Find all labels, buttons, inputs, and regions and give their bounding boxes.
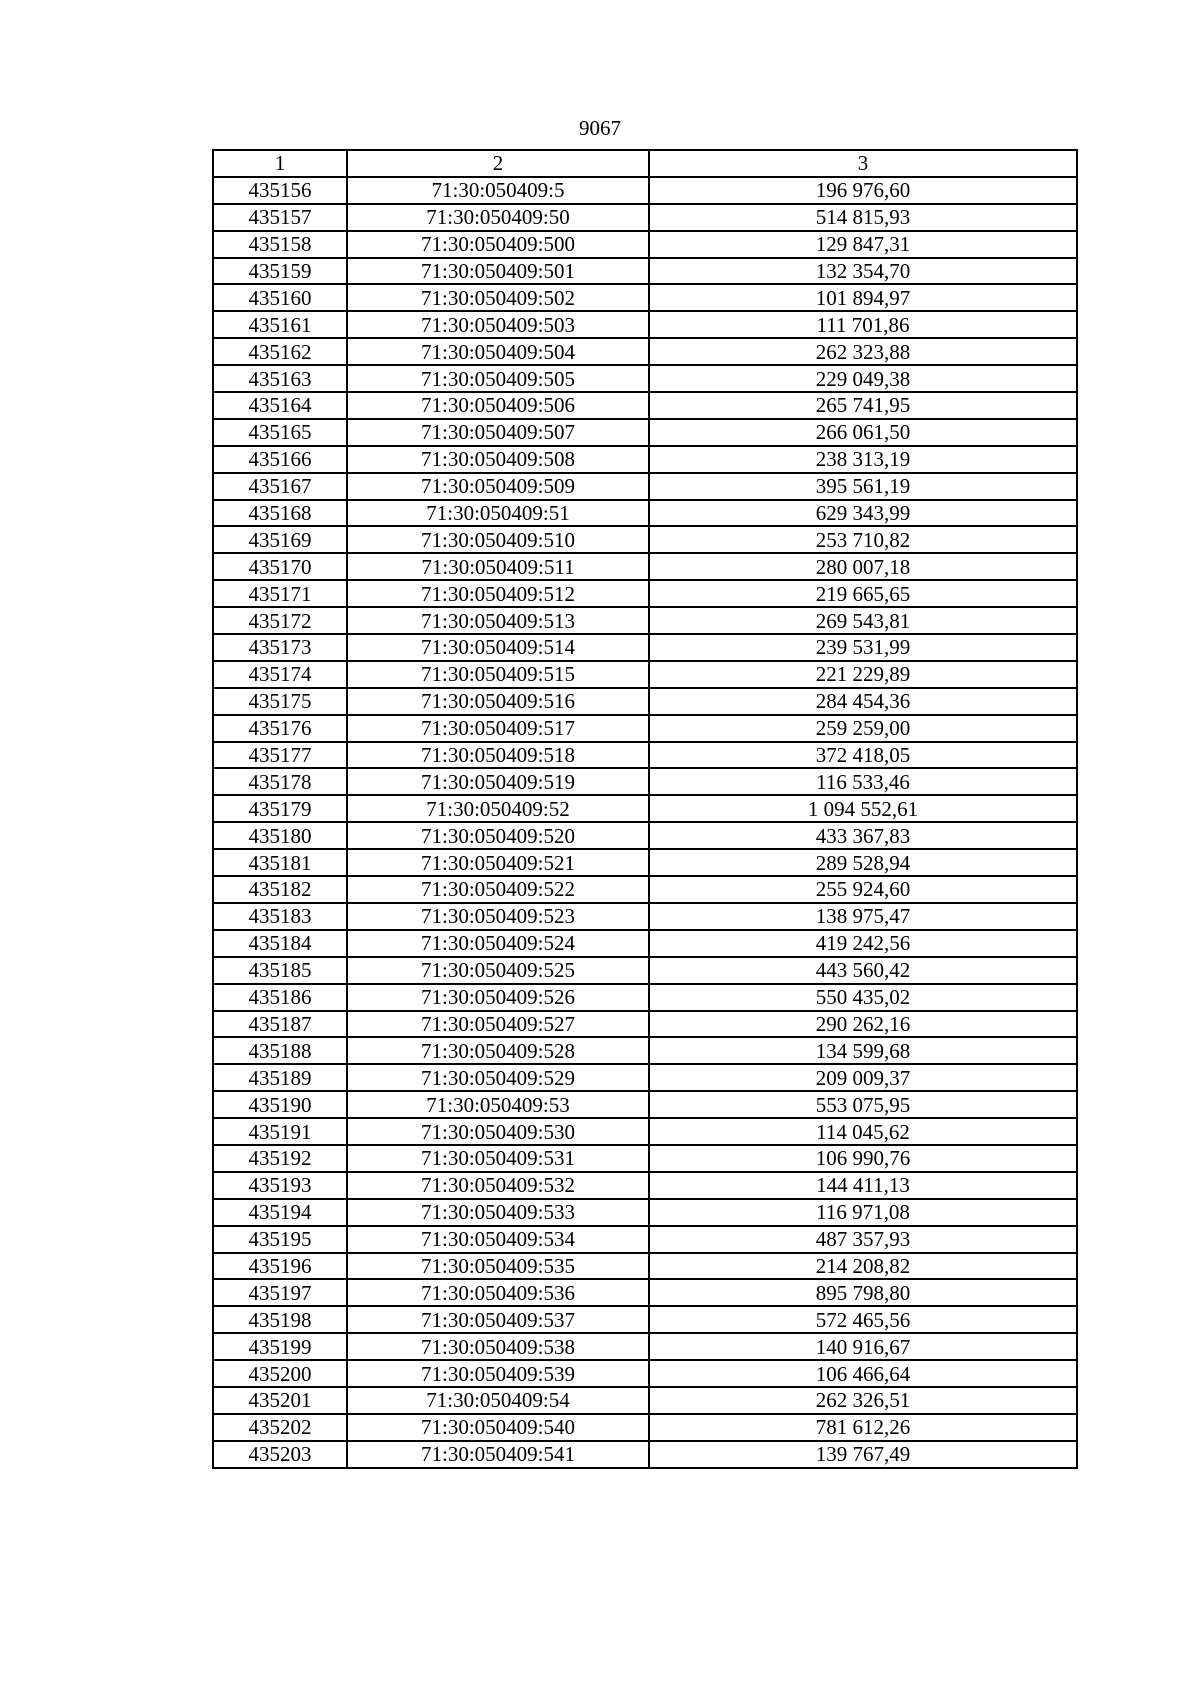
row-number-cell: 435170	[213, 553, 347, 580]
value-cell: 255 924,60	[649, 876, 1077, 903]
table-row	[213, 1279, 1077, 1306]
cadastral-number-cell: 71:30:050409:517	[347, 715, 649, 742]
column-header-1: 1	[213, 150, 347, 177]
table-row	[213, 1226, 1077, 1253]
cadastral-number-cell: 71:30:050409:537	[347, 1306, 649, 1333]
cadastral-number-cell: 71:30:050409:5	[347, 177, 649, 204]
value-cell: 144 411,13	[649, 1172, 1077, 1199]
cadastral-number-cell: 71:30:050409:524	[347, 930, 649, 957]
table-body	[213, 177, 1077, 1468]
cadastral-number-cell: 71:30:050409:513	[347, 607, 649, 634]
table-header-row	[213, 150, 1077, 177]
cadastral-number-cell: 71:30:050409:501	[347, 258, 649, 285]
row-number-cell: 435177	[213, 742, 347, 769]
table-row	[213, 1441, 1077, 1468]
cadastral-number-cell: 71:30:050409:532	[347, 1172, 649, 1199]
value-cell: 214 208,82	[649, 1253, 1077, 1280]
cadastral-number-cell: 71:30:050409:529	[347, 1064, 649, 1091]
cadastral-number-cell: 71:30:050409:53	[347, 1091, 649, 1118]
cadastral-number-cell: 71:30:050409:536	[347, 1279, 649, 1306]
row-number-cell: 435172	[213, 607, 347, 634]
row-number-cell: 435156	[213, 177, 347, 204]
table-row	[213, 553, 1077, 580]
value-cell: 290 262,16	[649, 1011, 1077, 1038]
row-number-cell: 435168	[213, 500, 347, 527]
row-number-cell: 435202	[213, 1414, 347, 1441]
row-number-cell: 435184	[213, 930, 347, 957]
row-number-cell: 435187	[213, 1011, 347, 1038]
row-number-cell: 435163	[213, 365, 347, 392]
value-cell: 289 528,94	[649, 849, 1077, 876]
value-cell: 134 599,68	[649, 1037, 1077, 1064]
cadastral-number-cell: 71:30:050409:500	[347, 231, 649, 258]
table-row	[213, 204, 1077, 231]
data-table	[212, 149, 1078, 1469]
cadastral-number-cell: 71:30:050409:508	[347, 446, 649, 473]
table-row	[213, 311, 1077, 338]
table-row	[213, 1360, 1077, 1387]
cadastral-number-cell: 71:30:050409:52	[347, 795, 649, 822]
table-row	[213, 500, 1077, 527]
row-number-cell: 435167	[213, 473, 347, 500]
value-cell: 266 061,50	[649, 419, 1077, 446]
value-cell: 284 454,36	[649, 688, 1077, 715]
cadastral-number-cell: 71:30:050409:521	[347, 849, 649, 876]
cadastral-number-cell: 71:30:050409:539	[347, 1360, 649, 1387]
cadastral-number-cell: 71:30:050409:533	[347, 1199, 649, 1226]
cadastral-number-cell: 71:30:050409:503	[347, 311, 649, 338]
cadastral-number-cell: 71:30:050409:51	[347, 500, 649, 527]
cadastral-number-cell: 71:30:050409:504	[347, 338, 649, 365]
row-number-cell: 435178	[213, 768, 347, 795]
row-number-cell: 435192	[213, 1145, 347, 1172]
value-cell: 372 418,05	[649, 742, 1077, 769]
table-row	[213, 742, 1077, 769]
value-cell: 265 741,95	[649, 392, 1077, 419]
row-number-cell: 435198	[213, 1306, 347, 1333]
row-number-cell: 435174	[213, 661, 347, 688]
value-cell: 101 894,97	[649, 284, 1077, 311]
value-cell: 443 560,42	[649, 957, 1077, 984]
cadastral-number-cell: 71:30:050409:54	[347, 1387, 649, 1414]
value-cell: 572 465,56	[649, 1306, 1077, 1333]
table-row	[213, 688, 1077, 715]
table-row	[213, 392, 1077, 419]
row-number-cell: 435185	[213, 957, 347, 984]
table-row	[213, 1172, 1077, 1199]
row-number-cell: 435171	[213, 580, 347, 607]
value-cell: 132 354,70	[649, 258, 1077, 285]
value-cell: 116 533,46	[649, 768, 1077, 795]
value-cell: 550 435,02	[649, 984, 1077, 1011]
value-cell: 1 094 552,61	[649, 795, 1077, 822]
row-number-cell: 435188	[213, 1037, 347, 1064]
row-number-cell: 435201	[213, 1387, 347, 1414]
cadastral-number-cell: 71:30:050409:511	[347, 553, 649, 580]
table-row	[213, 768, 1077, 795]
row-number-cell: 435161	[213, 311, 347, 338]
row-number-cell: 435189	[213, 1064, 347, 1091]
row-number-cell: 435169	[213, 526, 347, 553]
row-number-cell: 435157	[213, 204, 347, 231]
table-row	[213, 1387, 1077, 1414]
value-cell: 239 531,99	[649, 634, 1077, 661]
value-cell: 140 916,67	[649, 1333, 1077, 1360]
table-row	[213, 1199, 1077, 1226]
value-cell: 139 767,49	[649, 1441, 1077, 1468]
value-cell: 280 007,18	[649, 553, 1077, 580]
cadastral-number-cell: 71:30:050409:502	[347, 284, 649, 311]
table-row	[213, 1064, 1077, 1091]
table-row	[213, 338, 1077, 365]
cadastral-number-cell: 71:30:050409:526	[347, 984, 649, 1011]
table-row	[213, 1253, 1077, 1280]
value-cell: 116 971,08	[649, 1199, 1077, 1226]
value-cell: 487 357,93	[649, 1226, 1077, 1253]
value-cell: 629 343,99	[649, 500, 1077, 527]
row-number-cell: 435195	[213, 1226, 347, 1253]
value-cell: 106 990,76	[649, 1145, 1077, 1172]
value-cell: 209 009,37	[649, 1064, 1077, 1091]
row-number-cell: 435158	[213, 231, 347, 258]
table-row	[213, 849, 1077, 876]
value-cell: 253 710,82	[649, 526, 1077, 553]
cadastral-number-cell: 71:30:050409:512	[347, 580, 649, 607]
cadastral-number-cell: 71:30:050409:514	[347, 634, 649, 661]
value-cell: 219 665,65	[649, 580, 1077, 607]
table-row	[213, 1011, 1077, 1038]
cadastral-number-cell: 71:30:050409:518	[347, 742, 649, 769]
table-row	[213, 1091, 1077, 1118]
value-cell: 111 701,86	[649, 311, 1077, 338]
table-row	[213, 446, 1077, 473]
table-row	[213, 1118, 1077, 1145]
cadastral-number-cell: 71:30:050409:509	[347, 473, 649, 500]
cadastral-number-cell: 71:30:050409:541	[347, 1441, 649, 1468]
table-row	[213, 1037, 1077, 1064]
row-number-cell: 435160	[213, 284, 347, 311]
table-row	[213, 284, 1077, 311]
value-cell: 262 323,88	[649, 338, 1077, 365]
table-row	[213, 258, 1077, 285]
row-number-cell: 435203	[213, 1441, 347, 1468]
value-cell: 138 975,47	[649, 903, 1077, 930]
cadastral-number-cell: 71:30:050409:531	[347, 1145, 649, 1172]
table-row	[213, 607, 1077, 634]
cadastral-number-cell: 71:30:050409:530	[347, 1118, 649, 1145]
table-row	[213, 957, 1077, 984]
table-row	[213, 822, 1077, 849]
value-cell: 395 561,19	[649, 473, 1077, 500]
cadastral-number-cell: 71:30:050409:510	[347, 526, 649, 553]
row-number-cell: 435165	[213, 419, 347, 446]
row-number-cell: 435193	[213, 1172, 347, 1199]
row-number-cell: 435197	[213, 1279, 347, 1306]
row-number-cell: 435191	[213, 1118, 347, 1145]
row-number-cell: 435175	[213, 688, 347, 715]
table-row	[213, 580, 1077, 607]
row-number-cell: 435173	[213, 634, 347, 661]
cadastral-number-cell: 71:30:050409:506	[347, 392, 649, 419]
table-row	[213, 231, 1077, 258]
row-number-cell: 435196	[213, 1253, 347, 1280]
row-number-cell: 435181	[213, 849, 347, 876]
row-number-cell: 435190	[213, 1091, 347, 1118]
value-cell: 514 815,93	[649, 204, 1077, 231]
row-number-cell: 435200	[213, 1360, 347, 1387]
row-number-cell: 435186	[213, 984, 347, 1011]
cadastral-number-cell: 71:30:050409:523	[347, 903, 649, 930]
cadastral-number-cell: 71:30:050409:528	[347, 1037, 649, 1064]
page-number: 9067	[579, 116, 621, 140]
value-cell: 238 313,19	[649, 446, 1077, 473]
cadastral-number-cell: 71:30:050409:515	[347, 661, 649, 688]
cadastral-number-cell: 71:30:050409:507	[347, 419, 649, 446]
table-row	[213, 715, 1077, 742]
table-row	[213, 876, 1077, 903]
table-row	[213, 795, 1077, 822]
table-row	[213, 930, 1077, 957]
column-header-3: 3	[649, 150, 1077, 177]
cadastral-number-cell: 71:30:050409:534	[347, 1226, 649, 1253]
cadastral-number-cell: 71:30:050409:505	[347, 365, 649, 392]
value-cell: 221 229,89	[649, 661, 1077, 688]
cadastral-number-cell: 71:30:050409:540	[347, 1414, 649, 1441]
cadastral-number-cell: 71:30:050409:535	[347, 1253, 649, 1280]
cadastral-number-cell: 71:30:050409:516	[347, 688, 649, 715]
table-row	[213, 903, 1077, 930]
row-number-cell: 435164	[213, 392, 347, 419]
value-cell: 781 612,26	[649, 1414, 1077, 1441]
value-cell: 106 466,64	[649, 1360, 1077, 1387]
value-cell: 553 075,95	[649, 1091, 1077, 1118]
row-number-cell: 435166	[213, 446, 347, 473]
value-cell: 419 242,56	[649, 930, 1077, 957]
table-row	[213, 1333, 1077, 1360]
table-row	[213, 177, 1077, 204]
row-number-cell: 435182	[213, 876, 347, 903]
value-cell: 262 326,51	[649, 1387, 1077, 1414]
row-number-cell: 435159	[213, 258, 347, 285]
row-number-cell: 435179	[213, 795, 347, 822]
cadastral-number-cell: 71:30:050409:522	[347, 876, 649, 903]
value-cell: 433 367,83	[649, 822, 1077, 849]
row-number-cell: 435194	[213, 1199, 347, 1226]
table-row	[213, 473, 1077, 500]
table-row	[213, 1414, 1077, 1441]
value-cell: 196 976,60	[649, 177, 1077, 204]
table-row	[213, 419, 1077, 446]
column-header-2: 2	[347, 150, 649, 177]
cadastral-number-cell: 71:30:050409:525	[347, 957, 649, 984]
value-cell: 229 049,38	[649, 365, 1077, 392]
value-cell: 114 045,62	[649, 1118, 1077, 1145]
table-row	[213, 526, 1077, 553]
value-cell: 259 259,00	[649, 715, 1077, 742]
table-row	[213, 634, 1077, 661]
row-number-cell: 435176	[213, 715, 347, 742]
value-cell: 129 847,31	[649, 231, 1077, 258]
row-number-cell: 435162	[213, 338, 347, 365]
table-row	[213, 1145, 1077, 1172]
cadastral-number-cell: 71:30:050409:519	[347, 768, 649, 795]
table-row	[213, 365, 1077, 392]
value-cell: 895 798,80	[649, 1279, 1077, 1306]
cadastral-number-cell: 71:30:050409:50	[347, 204, 649, 231]
cadastral-number-cell: 71:30:050409:520	[347, 822, 649, 849]
cadastral-number-cell: 71:30:050409:527	[347, 1011, 649, 1038]
row-number-cell: 435199	[213, 1333, 347, 1360]
row-number-cell: 435183	[213, 903, 347, 930]
value-cell: 269 543,81	[649, 607, 1077, 634]
table-row	[213, 1306, 1077, 1333]
cadastral-number-cell: 71:30:050409:538	[347, 1333, 649, 1360]
table-row	[213, 661, 1077, 688]
row-number-cell: 435180	[213, 822, 347, 849]
table-row	[213, 984, 1077, 1011]
